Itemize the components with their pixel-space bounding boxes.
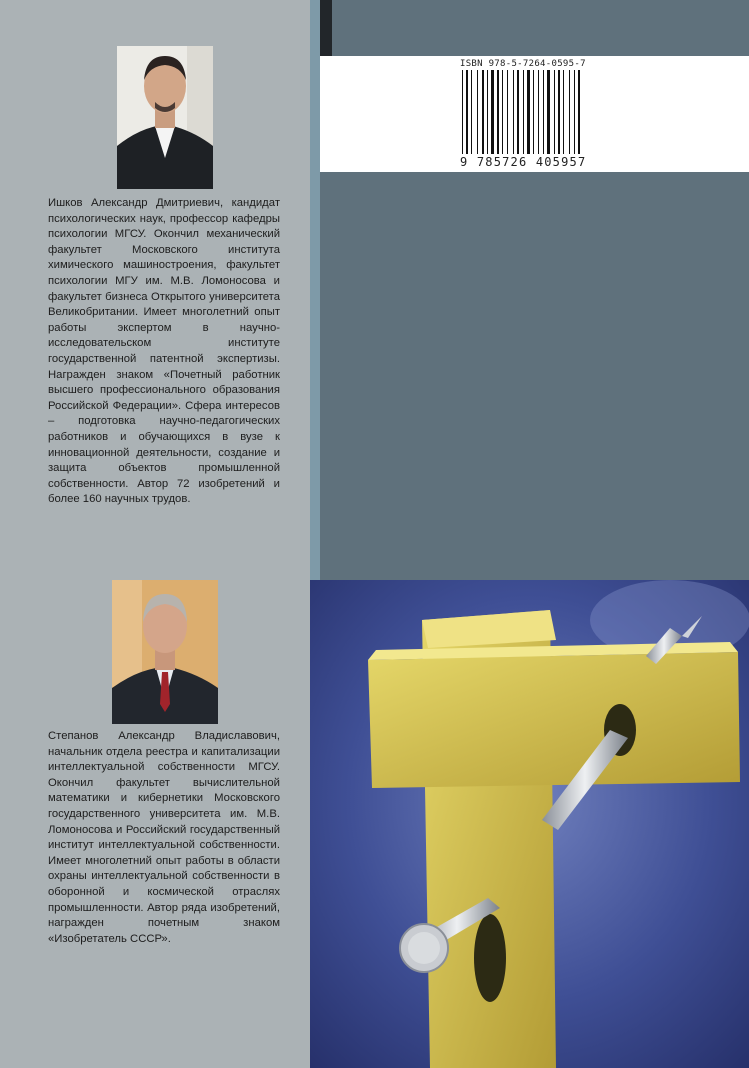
author-photo-stepanov — [112, 580, 218, 724]
author-bio-stepanov: Степанов Александр Владиславович, начальник отдела реестра и капитализации интеллектуальной собственности МГСУ. Окончил факультет вычислительной математики и кибернетики Московского государственного университета им. М.В. Ломоносова и Российский государственный институт интеллектуальной собственности. Имеет многолетний опыт работы в области охраны интеллектуальной собственности в оборонной и космической отраслях промышленности. Автор ряда изобретений, награжден почетным знаком «Изобретатель СССР». — [48, 730, 280, 945]
isbn-label: ISBN 978-5-7264-0595-7 — [460, 59, 586, 69]
portrait-photo — [112, 580, 218, 724]
right-top-panel — [332, 0, 749, 56]
portrait-photo — [117, 46, 213, 189]
barcode — [462, 70, 582, 154]
spine-strip — [320, 0, 332, 56]
barcode-digits: 9 785726 405957 — [460, 155, 587, 169]
right-mid-panel — [320, 172, 749, 580]
nail-cross-illustration — [310, 580, 749, 1068]
author-bio-ishkov: Ишков Александр Дмитриевич, кандидат психологических наук, профессор кафедры психологии МГСУ. Окончил механический факультет Московского института химического машиностроения, факультет психологии МГУ им. М.В. Ломоносова и факультет бизнеса Открытого университета Великобритании. Имеет многолетний опыт работы экспертом в научно-исследовательском институте государственной патентной экспертизы. Награжден знаком «Почетный работник высшего профессионального образования Российской Федерации». Сфера интересов – подготовка научно-педагогических работников и обучающихся в вузе к инновационной деятельности, создание и защита объектов промышленной собственности. Автор 72 изобретений и более 160 научных трудов. — [48, 197, 280, 506]
author-photo-ishkov — [117, 46, 213, 189]
barcode-panel — [320, 56, 749, 172]
